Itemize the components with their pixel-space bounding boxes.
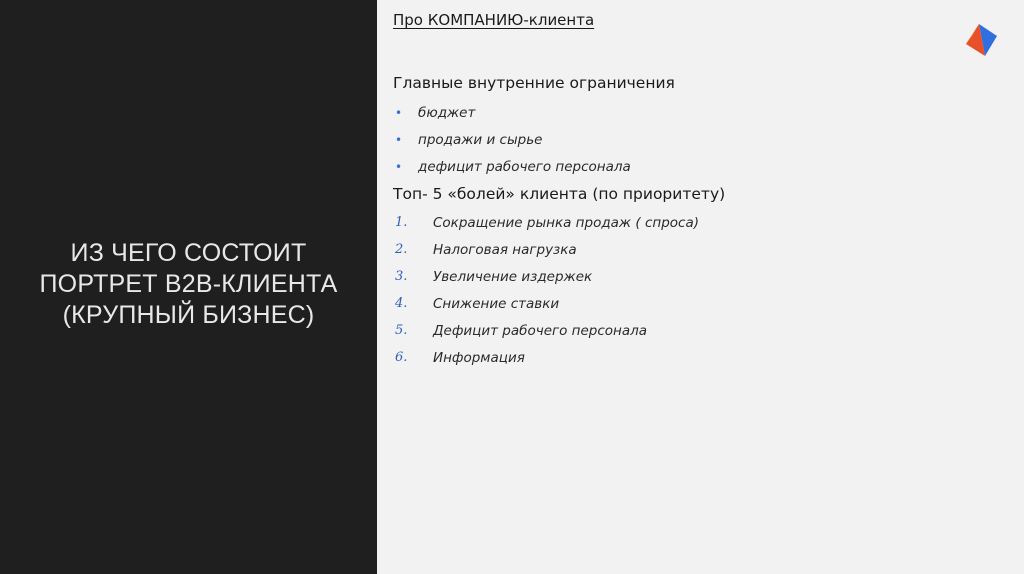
pain-item [393,348,699,375]
pain-item [393,267,699,294]
slide-title [0,238,377,331]
constraint-text: продажи и сырье [418,132,543,148]
bullet-icon: • [395,106,403,120]
constraints-list [393,103,631,184]
pain-text: Налоговая нагрузка [433,242,577,258]
pain-number: 1. [395,215,408,230]
pain-text: Информация [433,350,525,366]
pain-number: 6. [395,350,408,365]
slide-title-line-2: ПОРТРЕТ B2B-КЛИЕНТА [39,270,338,298]
constraints-title: Главные внутренние ограничения [393,74,675,92]
pain-text: Дефицит рабочего персонала [433,323,648,339]
slide-title-line-3: (КРУПНЫЙ БИЗНЕС) [62,301,315,329]
constraint-text: бюджет [418,105,476,121]
bullet-icon: • [395,133,403,147]
pains-list [393,213,699,375]
pain-text: Сокращение рынка продаж ( спроса) [433,215,699,231]
logo-icon [963,22,999,58]
pain-item [393,213,699,240]
pain-item [393,240,699,267]
slide-title-line-1: ИЗ ЧЕГО СОСТОИТ [70,239,307,267]
pain-item [393,321,699,348]
left-panel [0,0,377,574]
pain-number: 5. [395,323,408,338]
pain-text: Увеличение издержек [433,269,593,285]
constraint-item [393,130,631,157]
pain-number: 3. [395,269,408,284]
pain-item [393,294,699,321]
constraint-item [393,103,631,130]
pain-text: Снижение ставки [433,296,560,312]
constraint-item [393,157,631,184]
bullet-icon: • [395,160,403,174]
company-heading: Про КОМПАНИЮ-клиента [393,11,595,29]
pain-number: 4. [395,296,408,311]
pains-title: Топ- 5 «болей» клиента (по приоритету) [393,185,726,203]
pain-number: 2. [395,242,408,257]
constraint-text: дефицит рабочего персонала [418,159,631,175]
